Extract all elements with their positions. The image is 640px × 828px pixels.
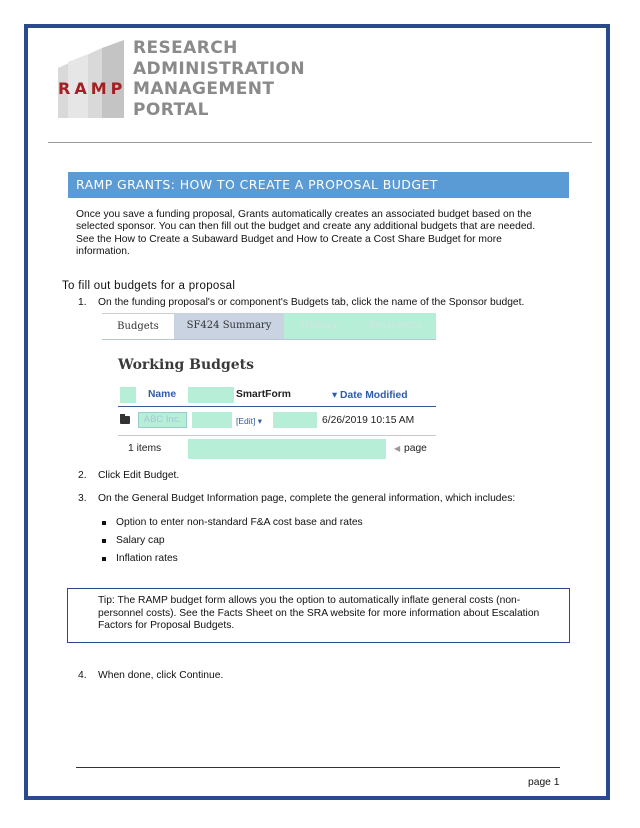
column-name[interactable]: Name — [148, 389, 177, 400]
tip-box: Tip: The RAMP budget form allows you the option to automatically inflate general costs (non-personnel costs). See the Facts Sheet on the SRA website for more information about Escalation Factors for Proposal Budgets. — [67, 588, 570, 643]
chevron-down-icon: ▾ — [255, 416, 263, 426]
step-number: 1. — [78, 297, 87, 308]
logo-line: RESEARCH — [133, 38, 238, 58]
step-text: On the General Budget Information page, complete the general information, which includes: — [98, 493, 516, 504]
bullet-icon — [102, 557, 106, 561]
date-modified-value: 6/26/2019 10:15 AM — [322, 415, 415, 426]
budgets-screenshot — [102, 313, 436, 463]
page-title: RAMP GRANTS: HOW TO CREATE A PROPOSAL BUDGET — [68, 172, 569, 198]
step-number: 2. — [78, 470, 87, 481]
step-text: When done, click Continue. — [98, 670, 224, 681]
tab-reviewers[interactable]: Reviewers — [354, 313, 436, 339]
tab-bar — [102, 313, 436, 339]
step-text: On the funding proposal's or component's Budgets tab, click the name of the Sponsor budget. — [98, 297, 525, 308]
column-date-label: Date Modified — [340, 390, 408, 401]
redaction-box — [273, 412, 317, 428]
previous-page-icon[interactable]: ◀ — [394, 444, 401, 453]
logo-acronym: RAMP — [58, 79, 127, 98]
sort-desc-icon: ▾ — [332, 390, 341, 401]
redaction-box — [192, 412, 232, 428]
logo-line: PORTAL — [133, 99, 209, 120]
page-label: page — [404, 443, 427, 454]
intro-paragraph: Once you save a funding proposal, Grants automatically creates an associated budget based on the selected sponsor. You can then fill out the budget and create any additional budgets that are needed. See the How to Create a Subaward Budget and How to Create a Cost Share Budget for more information. — [76, 209, 536, 257]
page-number: page 1 — [528, 777, 560, 788]
budget-name-link[interactable]: ABC Inc. — [138, 412, 187, 428]
header-rule — [118, 406, 436, 407]
header-divider — [48, 142, 592, 143]
redaction-box — [188, 439, 386, 459]
bullet-text: Inflation rates — [116, 553, 178, 564]
tab-divider — [102, 339, 436, 340]
step-number: 4. — [78, 670, 87, 681]
redaction-box — [120, 387, 136, 403]
bullet-text: Option to enter non-standard F&A cost base and rates — [116, 517, 363, 528]
step-number: 3. — [78, 493, 87, 504]
edit-label: [Edit] — [236, 416, 256, 426]
item-count: 1 items — [128, 443, 162, 454]
footer-divider — [76, 767, 560, 768]
folder-icon — [120, 416, 130, 424]
section-heading: To fill out budgets for a proposal — [62, 280, 236, 292]
bullet-icon — [102, 539, 106, 543]
column-smartform: SmartForm — [236, 389, 291, 400]
redaction-box — [188, 387, 234, 403]
tab-history[interactable]: History — [284, 313, 354, 339]
logo-wordmark — [133, 38, 305, 120]
step-text: Click Edit Budget. — [98, 470, 180, 481]
logo-line: ADMINISTRATION — [133, 58, 306, 79]
tab-budgets[interactable]: Budgets — [102, 313, 174, 340]
row-rule — [118, 435, 436, 436]
working-budgets-heading: Working Budgets — [118, 357, 255, 373]
column-date-modified[interactable] — [332, 389, 408, 401]
bullet-icon — [102, 521, 106, 525]
bullet-text: Salary cap — [116, 535, 165, 546]
logo-line: MANAGEMENT — [133, 79, 275, 99]
tab-sf424-summary[interactable]: SF424 Summary — [174, 313, 284, 339]
edit-menu[interactable] — [236, 416, 262, 427]
